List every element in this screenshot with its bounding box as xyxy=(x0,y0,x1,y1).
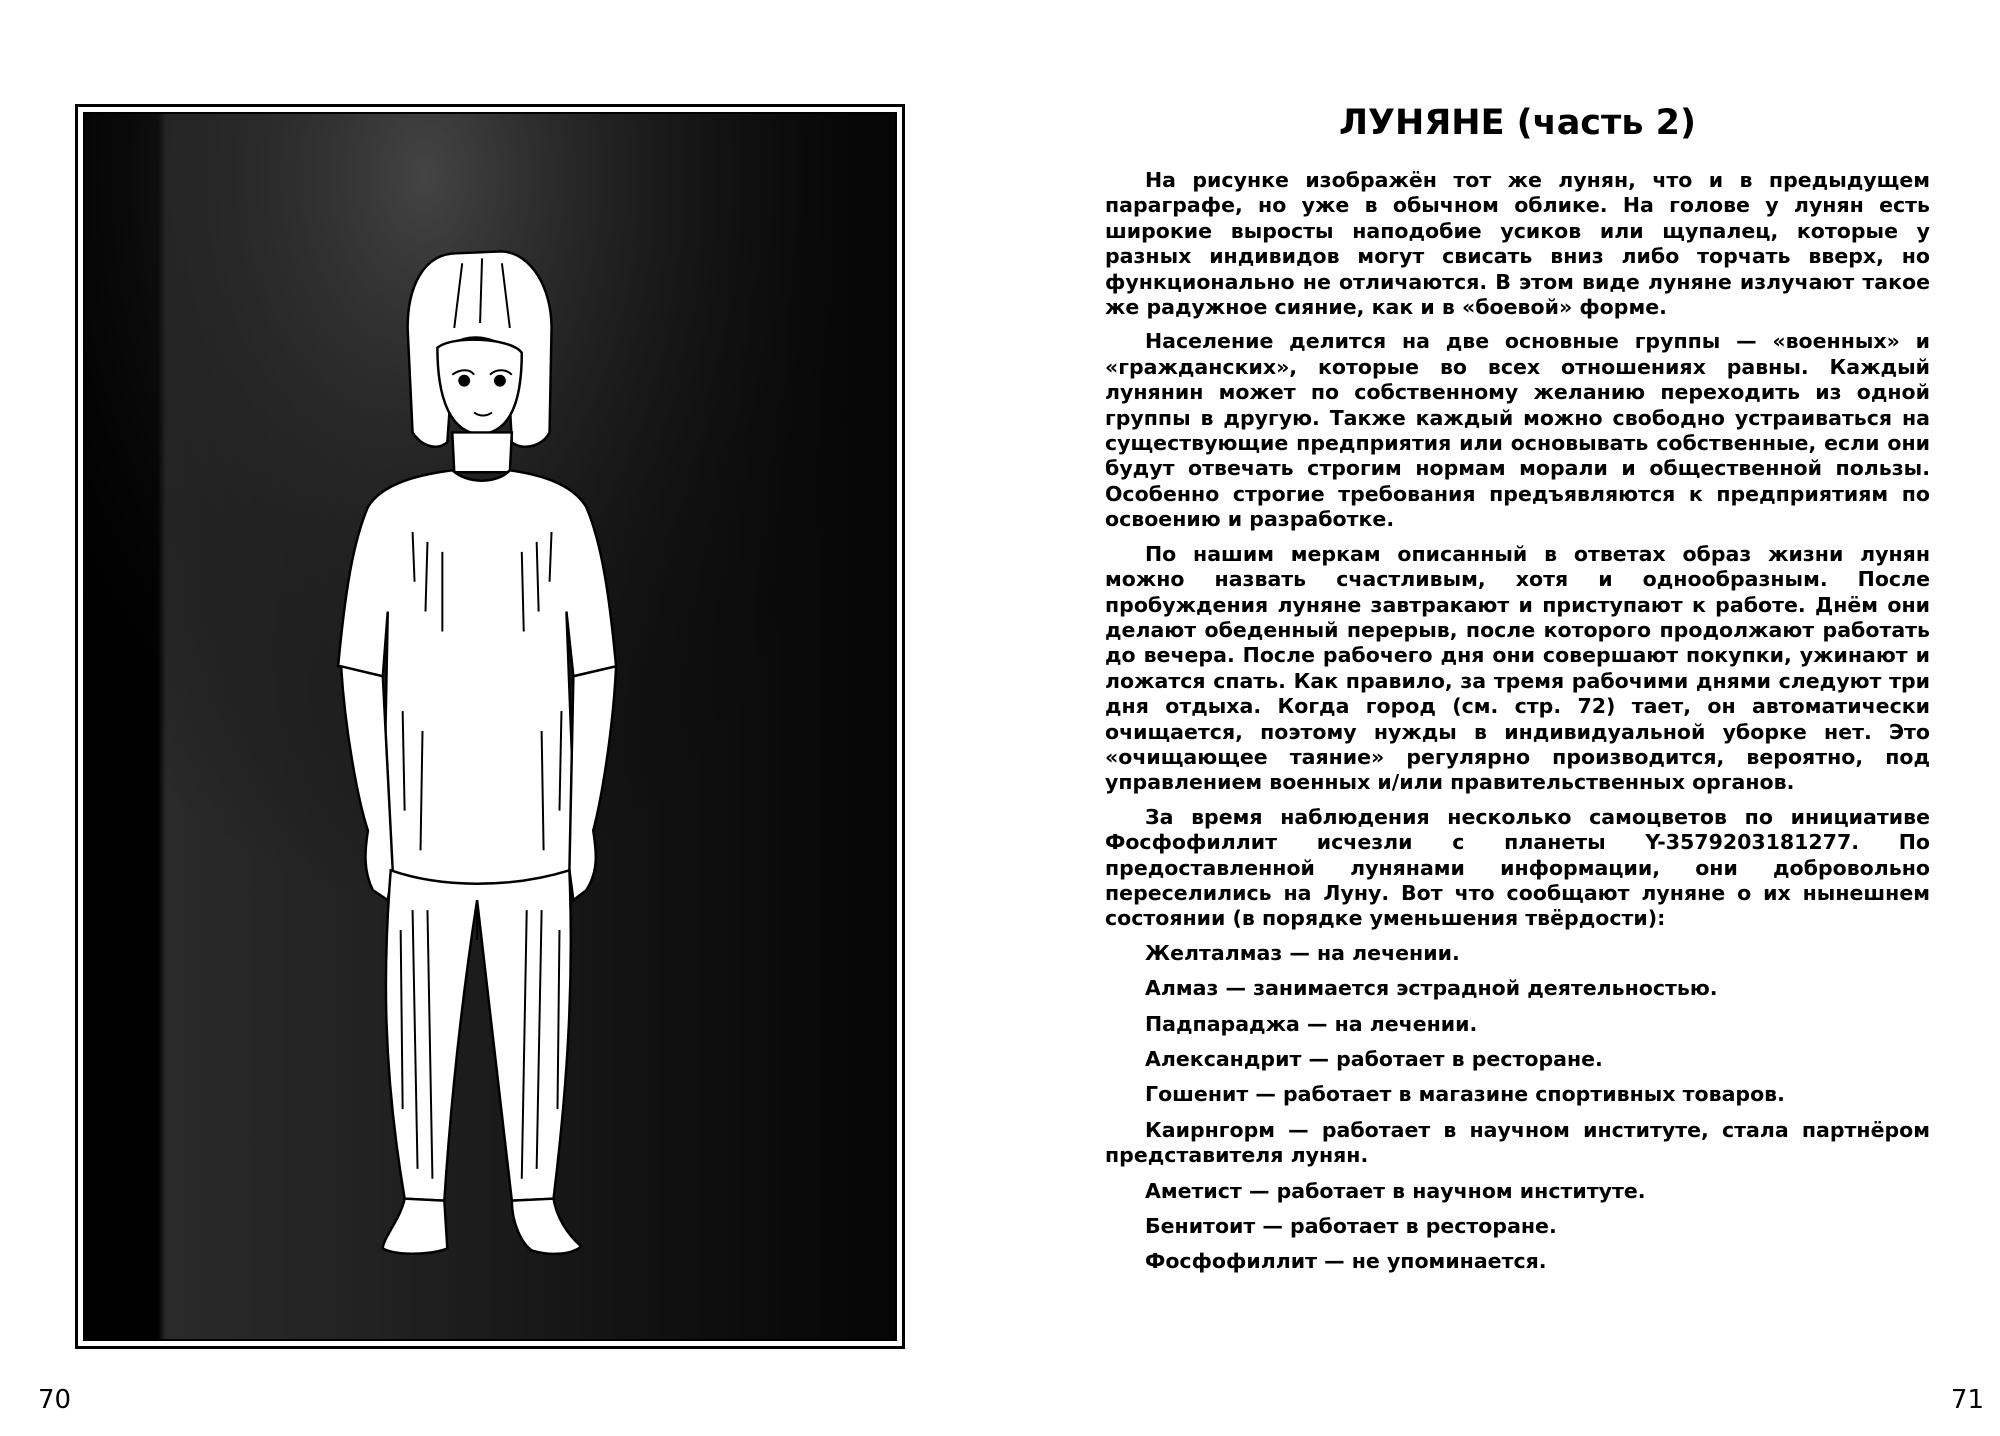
list-item: Александрит — работает в ресторане. xyxy=(1145,1047,1603,1071)
list-item: Бенитоит — работает в ресторане. xyxy=(1145,1214,1557,1239)
lunarian-illustration xyxy=(85,114,895,1339)
illustration-panel xyxy=(83,112,897,1341)
paragraph: На рисунке изображён тот же лунян, что и в предыдущем параграфе, но уже в обычном облике. На голове у лунян есть широкие выросты наподобие усиков или щупалец, которые у разных индивидов могут свисать вниз либо торчать вверх, но функционально не отличаются. В этом виде луняне излучают такое же радужное сияние, как и в «боевой» форме. xyxy=(1105,168,1930,320)
list-item: Гошенит — работает в магазине спортивных товаров. xyxy=(1145,1082,1785,1107)
list-item: Падпараджа — на лечении. xyxy=(1145,1011,1478,1036)
text-column xyxy=(1105,100,1930,1285)
gem-status-list xyxy=(1105,941,1930,1275)
paragraph: По нашим меркам описанный в ответах образ жизни лунян можно назвать счастливым, хотя и однообразным. После пробуждения луняне завтракают и приступают к работе. Днём они делают обеденный перерыв, после которого продолжают работать до вечера. После рабочего дня они совершают покупки, ужинают и ложатся спать. Как правило, за тремя рабочими днями следуют три дня отдыха. Когда город (см. стр. 72) тает, он автоматически очищается, поэтому нужды в индивидуальной уборке нет. Это «очищающее таяние» регулярно производится, вероятно, под управлением военных и/или правительственных органов. xyxy=(1105,541,1930,795)
page-title: ЛУНЯНЕ (часть 2) xyxy=(1338,103,1697,143)
list-item: Фосфофиллит — не упоминается. xyxy=(1145,1249,1547,1274)
paragraph: За время наблюдения несколько самоцветов по инициативе Фосфофиллит исчезли с планеты Y-3579203181277. По предоставленной лунянами информации, они добровольно переселились на Луну. Вот что сообщают луняне о их нынешнем состоянии (в порядке уменьшения твёрдости): xyxy=(1105,804,1930,931)
list-item: Желталмаз — на лечении. xyxy=(1145,940,1460,965)
list-item: Алмаз — занимается эстрадной деятельностью. xyxy=(1145,976,1718,1001)
list-item: Каирнгорм — работает в научном институте, стала партнёром представителя лунян. xyxy=(1105,1117,1930,1168)
page-number-left: 70 xyxy=(38,1385,72,1415)
illustration-frame xyxy=(75,104,905,1349)
page-number-right: 71 xyxy=(1950,1385,1984,1415)
list-item: Аметист — работает в научном институте. xyxy=(1145,1178,1646,1203)
paragraph: Население делится на две основные группы — «военных» и «гражданских», которые во всех отношениях равны. Каждый лунянин может по собственному желанию переходить из одной группы в другую. Также каждый можно свободно устраиваться на существующие предприятия или основывать собственные, если они будут отвечать строгим нормам морали и общественной пользы. Особенно строгие требования предъявляются к предприятиям по освоению и разработке. xyxy=(1105,329,1930,532)
